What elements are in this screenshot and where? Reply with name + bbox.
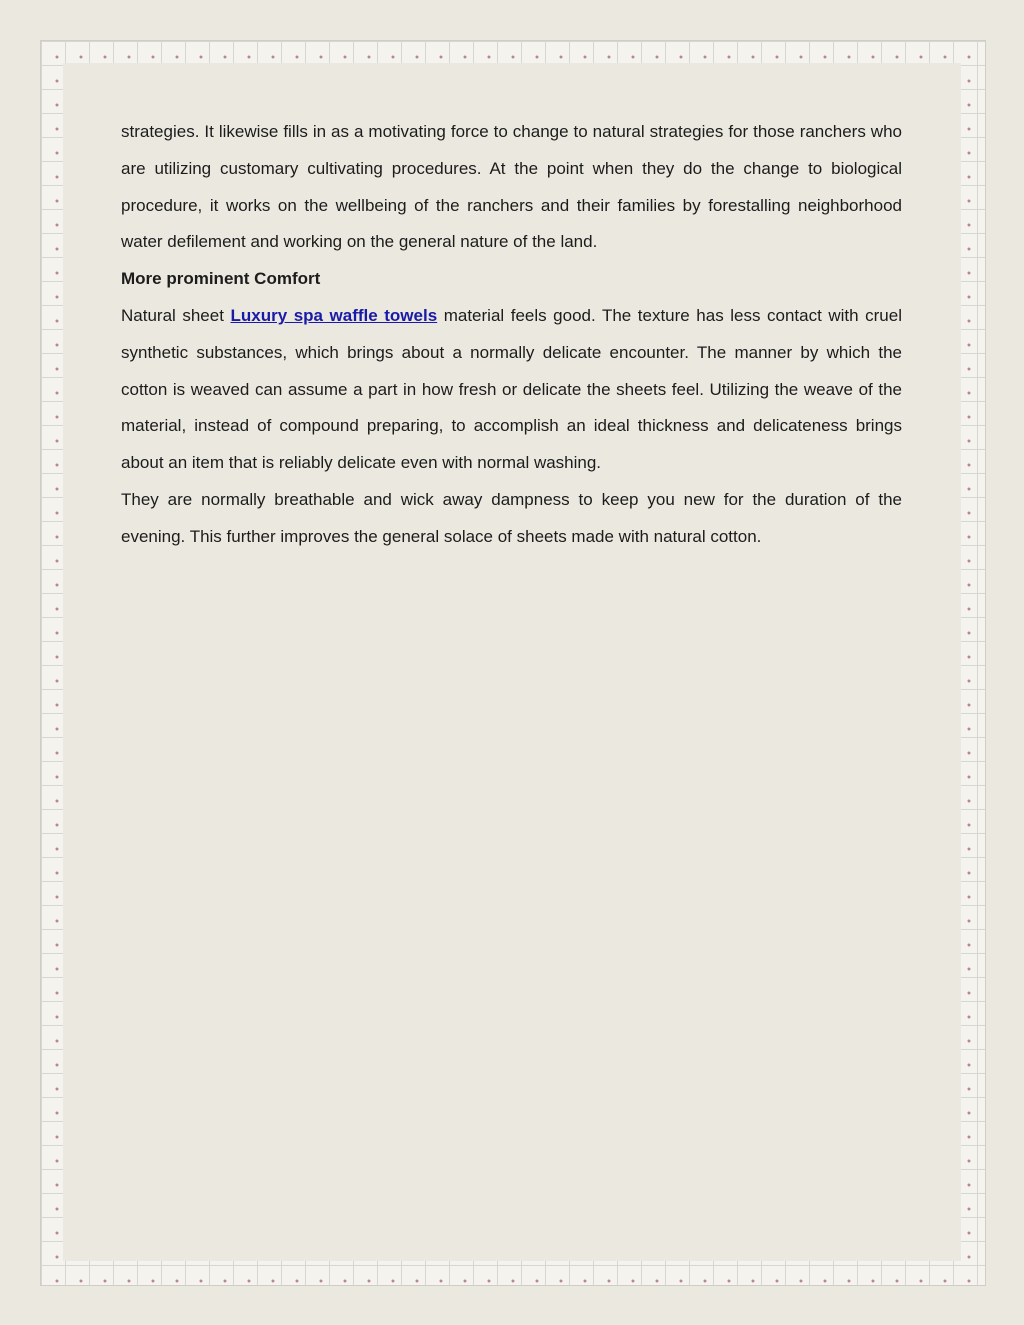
section-heading: More prominent Comfort [121, 269, 321, 289]
paragraph-breathable: They are normally breathable and wick away dampness to keep you new for the duration of the evening. This further improves the general solace of sheets made with natural cotton. [121, 489, 902, 546]
paragraph-comfort [121, 298, 902, 482]
paragraph-strategies: strategies. It likewise fills in as a motivating force to change to natural strategies for those ranchers who are utilizing customary cultivating procedures. At the point when they do the change to biological procedure, it works on the wellbeing of the ranchers and their families by forestalling neighborhood water defilement and working on the general nature of the land. [121, 122, 902, 252]
paragraph-comfort-rest: material feels good. The texture has less contact with cruel synthetic substances, which brings about a normally delicate encounter. The manner by which the cotton is weaved can assume a part in how fresh or delicate the sheets feel. Utilizing the weave of the material, instead of compound preparing, to accomplish an ideal thickness and delicateness brings about an item that is reliably delicate even with normal washing. [121, 305, 902, 473]
luxury-towels-link[interactable]: Luxury spa waffle towels [230, 305, 438, 325]
document-body [121, 114, 902, 556]
paragraph-comfort-start: Natural sheet [121, 305, 231, 325]
